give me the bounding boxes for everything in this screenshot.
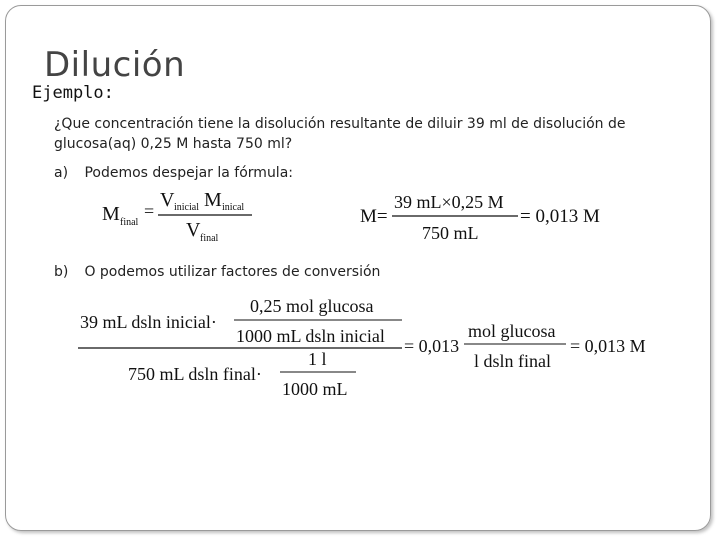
step-a-marker: a)	[54, 165, 69, 181]
formula3-frac2-den: l dsln final	[474, 351, 551, 371]
formula1-final-sub2: final	[200, 233, 219, 244]
step-b-marker: b)	[54, 264, 69, 280]
slide-title: Dilución	[44, 45, 186, 85]
formula1-M: M	[102, 203, 120, 225]
dilution-formula	[100, 186, 260, 246]
question-text: ¿Que concentración tiene la disolución resultante de diluir 39 ml de disolución de glucosa(aq) 0,25 M hasta 750 ml?	[54, 116, 626, 152]
formula3-eq1: = 0,013	[404, 336, 460, 356]
formula3-frac2-num: mol glucosa	[468, 321, 556, 341]
formula3-top-frac-den: 1000 mL dsln inicial	[236, 326, 385, 346]
formula2-result: = 0,013 M	[520, 206, 600, 227]
formula1-eq: =	[144, 201, 155, 221]
slide-subtitle: Ejemplo:	[32, 83, 114, 103]
formula1-final-sub: final	[120, 217, 139, 228]
formula3-bottom-frac-den: 1000 mL	[282, 379, 348, 399]
formula1-V2: V	[186, 219, 201, 241]
step-b-text: O podemos utilizar factores de conversión	[84, 264, 381, 280]
step-a	[54, 163, 293, 183]
formula3-bottom-frac-num: 1 l	[308, 349, 327, 369]
calculation-formula	[358, 188, 618, 248]
formula3-top-frac-num: 0,25 mol glucosa	[250, 296, 374, 316]
formula2-denominator: 750 mL	[422, 223, 479, 243]
formula1-M2: M	[204, 189, 222, 211]
step-b	[54, 262, 380, 282]
formula1-inical-sub: inical	[222, 202, 245, 213]
conversion-factor-formula	[76, 292, 676, 407]
formula2-lhs: M=	[360, 206, 388, 227]
formula1-inicial-sub: inicial	[174, 202, 199, 213]
formula3-top-lead: 39 mL dsln inicial·	[80, 312, 217, 332]
formula2-numerator: 39 mL×0,25 M	[394, 192, 504, 212]
formula3-bottom-lead: 750 mL dsln final·	[128, 364, 262, 384]
step-a-text: Podemos despejar la fórmula:	[84, 165, 293, 181]
formula3-eq2: = 0,013 M	[570, 336, 646, 356]
formula1-V: V	[160, 189, 175, 211]
